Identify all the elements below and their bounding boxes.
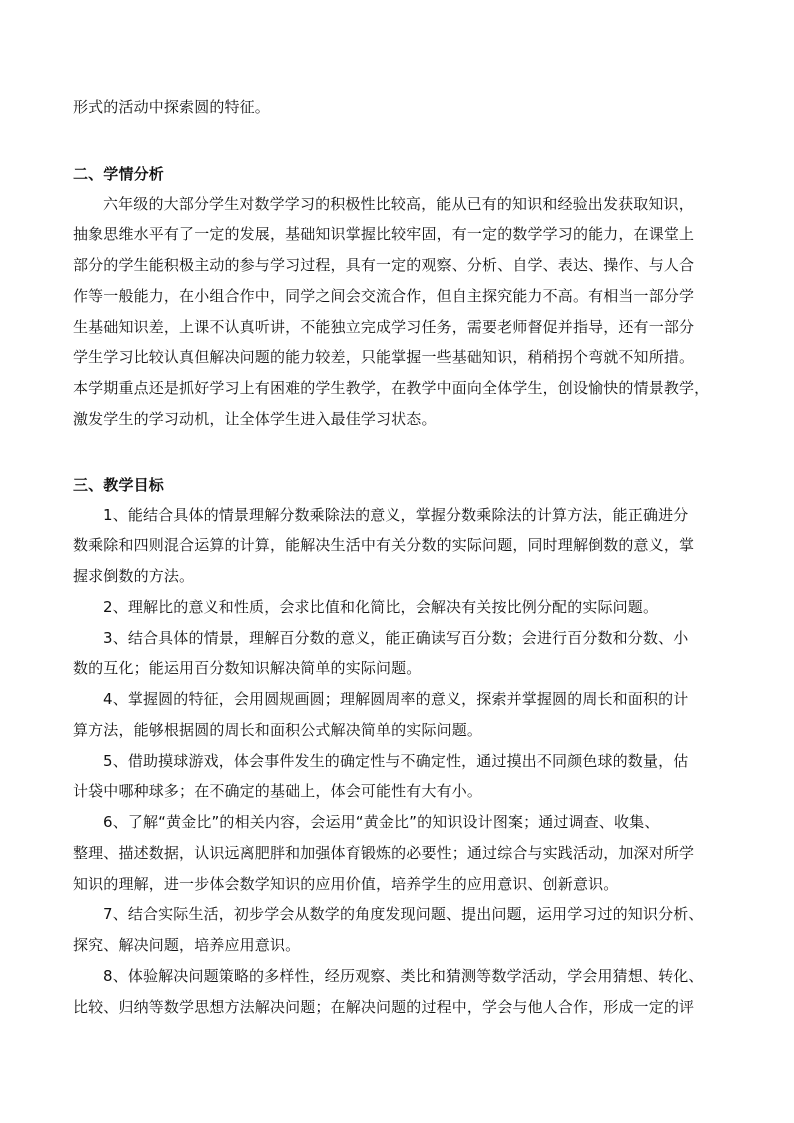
- paragraph-line: 数的互化；能运用百分数知识解决简单的实际问题。: [73, 659, 422, 677]
- paragraph-line: 4、掌握圆的特征，会用圆规画圆；理解圆周率的意义，探索并掌握圆的周长和面积的计: [103, 690, 689, 708]
- paragraph-line: 6、了解“黄金比”的相关内容，会运用“黄金比”的知识设计图案；通过调查、收集、: [103, 813, 660, 831]
- paragraph-line: 数乘除和四则混合运算的计算，能解决生活中有关分数的实际问题，同时理解倒数的意义，掌: [73, 536, 695, 554]
- paragraph-line: 激发学生的学习动机，让全体学生进入最佳学习状态。: [73, 410, 437, 428]
- paragraph-line: 六年级的大部分学生对数学学习的积极性比较高，能从已有的知识和经验出发获取知识，: [103, 195, 694, 213]
- paragraph-line: 生基础知识差，上课不认真听讲，不能独立完成学习任务，需要老师督促并指导，还有一部分: [73, 318, 695, 336]
- paragraph-line: 本学期重点还是抓好学习上有困难的学生教学，在教学中面向全体学生，创设愉快的情景教学，: [73, 379, 710, 397]
- paragraph-line: 2、理解比的意义和性质，会求比值和化简比，会解决有关按比例分配的实际问题。: [103, 598, 659, 616]
- paragraph-line: 比较、归纳等数学思想方法解决问题；在解决问题的过程中，学会与他人合作，形成一定的评: [73, 998, 695, 1016]
- paragraph-line: 探究、解决问题，培养应用意识。: [73, 936, 301, 954]
- paragraph-line: 知识的理解，进一步体会数学知识的应用价值，培养学生的应用意识、创新意识。: [73, 875, 619, 893]
- paragraph-line: 8、体验解决问题策略的多样性，经历观察、类比和猜测等数学活动，学会用猜想、转化、: [103, 967, 704, 985]
- paragraph-line: 抽象思维水平有了一定的发展，基础知识掌握比较牢固，有一定的数学学习的能力，在课堂上: [73, 225, 695, 243]
- paragraph-line: 5、借助摸球游戏，体会事件发生的确定性与不确定性，通过摸出不同颜色球的数量，估: [103, 752, 689, 770]
- paragraph-line: 7、结合实际生活，初步学会从数学的角度发现问题、提出问题，运用学习过的知识分析、: [103, 905, 704, 923]
- paragraph-line: 形式的活动中探索圆的特征。: [73, 98, 270, 116]
- paragraph-line: 学生学习比较认真但解决问题的能力较差，只能掌握一些基础知识，稍稍拐个弯就不知所措。: [73, 348, 695, 366]
- document-page: [73, 0, 723, 1123]
- paragraph-line: 1、能结合具体的情景理解分数乘除法的意义，掌握分数乘除法的计算方法，能正确进分: [103, 506, 689, 524]
- paragraph-line: 作等一般能力，在小组合作中，同学之间会交流合作，但自主探究能力不高。有相当一部分学: [73, 287, 695, 305]
- section-heading-learning-analysis: 二、学情分析: [73, 165, 164, 183]
- paragraph-line: 整理、描述数据，认识远离肥胖和加强体育锻炼的必要性；通过综合与实践活动，加深对所学: [73, 844, 695, 862]
- paragraph-line: 握求倒数的方法。: [73, 567, 195, 585]
- paragraph-line: 部分的学生能积极主动的参与学习过程，具有一定的观察、分析、自学、表达、操作、与人合: [73, 256, 695, 274]
- paragraph-line: 算方法，能够根据圆的周长和面积公式解决简单的实际问题。: [73, 721, 483, 739]
- section-heading-teaching-goals: 三、教学目标: [73, 476, 164, 494]
- paragraph-line: 计袋中哪种球多；在不确定的基础上，体会可能性有大有小。: [73, 782, 483, 800]
- paragraph-line: 3、结合具体的情景，理解百分数的意义，能正确读写百分数；会进行百分数和分数、小: [103, 629, 689, 647]
